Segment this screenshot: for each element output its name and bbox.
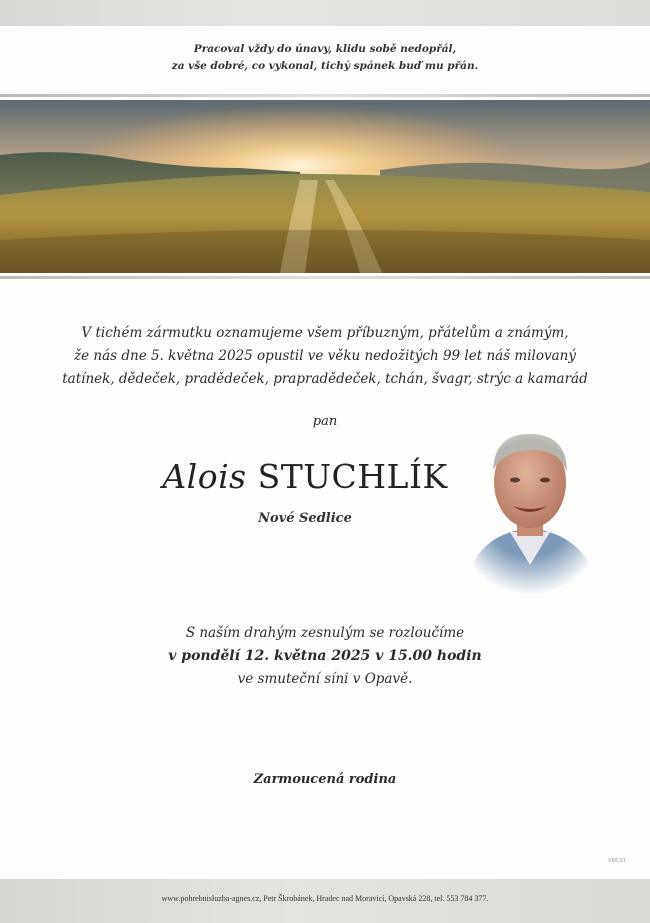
- announcement-line: V tichém zármutku oznamujeme všem příbuzným, přátelům a známým,: [81, 325, 569, 341]
- print-tag: ©MCST: [608, 858, 626, 864]
- motto-line: za vše dobré, co vykonal, tichý spánek buď mu přán.: [171, 60, 479, 72]
- honorific: pan: [312, 414, 338, 429]
- announcement-line: tatínek, dědeček, pradědeček, prapradědeček, tchán, švagr, strýc a kamarád: [62, 371, 588, 387]
- last-name: STUCHLÍK: [257, 457, 448, 496]
- landscape-photo: [0, 100, 650, 273]
- farewell-datetime: v pondělí 12. května 2025 v 15.00 hodin: [168, 648, 482, 664]
- farewell-text: [0, 622, 650, 691]
- divider-bottom: [0, 276, 650, 279]
- announcement-text: [0, 322, 650, 391]
- footer-text: www.pohrebnisluzba-agnes.cz, Petr Škrobánek, Hradec nad Moravicí, Opavská 228, tel. 553 784 377.: [161, 894, 489, 903]
- deceased-name: [140, 457, 470, 496]
- farewell-venue: ve smuteční síni v Opavě.: [237, 671, 413, 687]
- first-name: Alois: [162, 457, 247, 496]
- residence: Nové Sedlice: [258, 511, 352, 526]
- signature: Zarmoucená rodina: [253, 772, 397, 787]
- announcement-line: že nás dne 5. května 2025 opustil ve věku nedožitých 99 let náš milovaný: [74, 348, 576, 364]
- motto-verse: [0, 41, 650, 75]
- motto-line: Pracoval vždy do únavy, klidu sobě nedopřál,: [193, 43, 457, 55]
- top-band: [0, 0, 650, 26]
- farewell-line: S naším drahým zesnulým se rozloučíme: [185, 625, 465, 641]
- divider-top: [0, 94, 650, 97]
- portrait-photo: [455, 420, 605, 595]
